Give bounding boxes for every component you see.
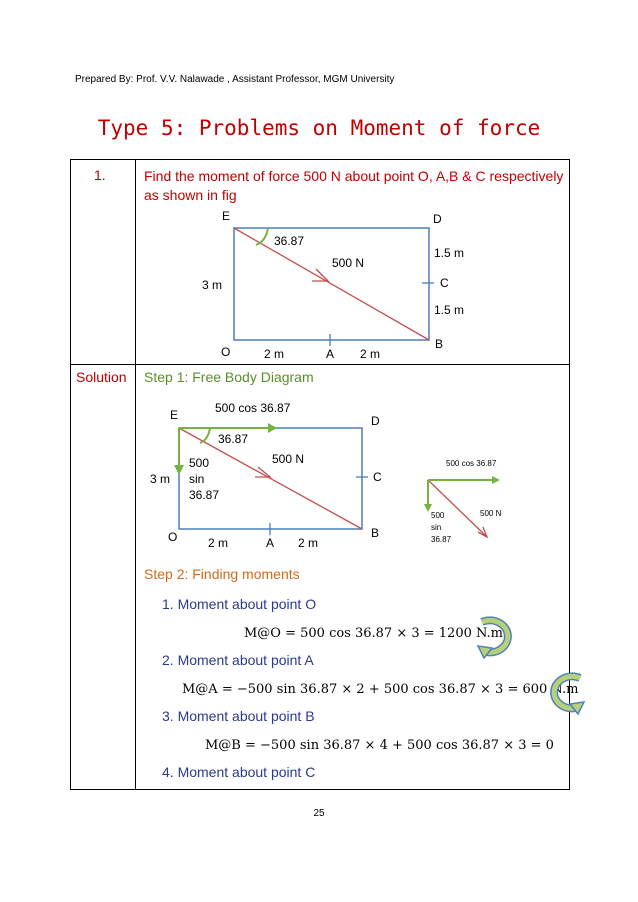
fbd-label-vert-3: 36.87: [189, 488, 220, 502]
comp-label-vert-3: 36.87: [431, 535, 452, 544]
fbd-label-o: O: [168, 530, 178, 544]
step1-heading: Step 1: Free Body Diagram: [144, 369, 314, 385]
moment-o-label: 1. Moment about point O: [162, 596, 317, 612]
page-header: Prepared By: Prof. V.V. Nalawade , Assistant Professor, MGM University: [75, 74, 395, 85]
comp-label-force: 500 N: [480, 509, 502, 518]
force-arrowhead: [312, 269, 328, 281]
label-a: A: [326, 347, 335, 361]
fbd-label-e: E: [170, 408, 179, 422]
problem-figure: [190, 205, 470, 365]
fbd-label-bottom-left: 2 m: [208, 536, 229, 550]
fbd-horiz-arrowhead: [268, 423, 277, 433]
fbd-label-bottom-right: 2 m: [298, 536, 319, 550]
force-line: [234, 228, 429, 340]
fbd-label-a: A: [266, 536, 275, 550]
question-text: Find the moment of force 500 N about point O, A,B & C respectively as shown in fig: [144, 168, 564, 203]
moment-o-equation: M@O = 500 cos 36.87 × 3 = 1200 N.m: [244, 626, 504, 641]
moment-c-label: 4. Moment about point C: [162, 764, 316, 780]
fbd-label-b: B: [371, 526, 380, 540]
label-angle: 36.87: [274, 234, 305, 248]
fbd-force-line: [179, 428, 362, 529]
fbd-label-horiz: 500 cos 36.87: [215, 401, 291, 415]
table-left-border: [70, 159, 71, 790]
label-right-bottom: 1.5 m: [434, 303, 465, 317]
fbd-label-force: 500 N: [272, 452, 305, 466]
label-b: B: [435, 337, 444, 351]
label-c: C: [440, 276, 449, 290]
fbd-label-vert-1: 500: [189, 456, 210, 470]
label-bottom-right: 2 m: [360, 347, 381, 361]
fbd-label-vert-2: sin: [189, 472, 205, 486]
step2-heading: Step 2: Finding moments: [144, 566, 300, 582]
fbd-label-angle: 36.87: [218, 432, 249, 446]
table-top-border: [70, 159, 570, 160]
question-number: 1.: [94, 167, 106, 183]
moment-a-label: 2. Moment about point A: [162, 652, 314, 668]
free-body-diagram: [140, 395, 400, 555]
fbd-force-arrowhead: [255, 467, 270, 477]
angle-arc: [256, 228, 268, 245]
moment-b-label: 3. Moment about point B: [162, 708, 315, 724]
fbd-label-left-dim: 3 m: [150, 472, 171, 486]
comp-label-vert-1: 500: [431, 511, 445, 520]
comp-horiz-arrowhead: [492, 476, 500, 484]
fbd-label-c: C: [373, 470, 382, 484]
moment-a-equation: M@A = −500 sin 36.87 × 2 + 500 cos 36.87 × 3 = 600 N.m: [182, 682, 579, 697]
table-col-divider: [135, 159, 136, 790]
table-bottom-border: [70, 789, 570, 790]
page-title: Type 5: Problems on Moment of force: [97, 116, 541, 140]
label-left-dim: 3 m: [202, 278, 223, 292]
label-force: 500 N: [332, 256, 365, 270]
solution-label: Solution: [76, 369, 127, 385]
label-d: D: [433, 212, 442, 226]
page-number: 25: [313, 808, 325, 819]
comp-label-horiz: 500 cos 36.87: [446, 459, 497, 468]
clockwise-rotation-icon: [474, 612, 522, 660]
label-right-top: 1.5 m: [434, 246, 465, 260]
label-e: E: [222, 209, 231, 223]
label-bottom-left: 2 m: [264, 347, 285, 361]
component-diagram: [420, 450, 540, 550]
fbd-label-d: D: [371, 414, 380, 428]
comp-label-vert-2: sin: [431, 523, 442, 532]
anticlockwise-rotation-icon: [540, 668, 588, 716]
fbd-vert-arrowhead: [174, 465, 184, 475]
label-o: O: [221, 345, 231, 359]
moment-b-equation: M@B = −500 sin 36.87 × 4 + 500 cos 36.87 × 3 = 0: [205, 738, 554, 753]
